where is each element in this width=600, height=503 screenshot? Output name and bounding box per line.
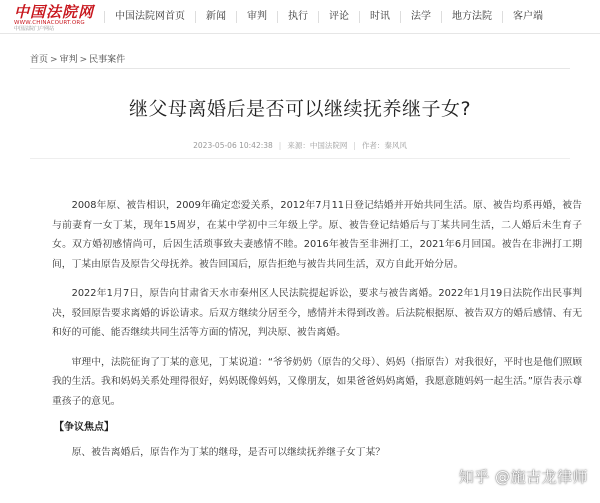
main-nav: [104, 0, 553, 34]
nav-item-client-app[interactable]: 客户端: [502, 11, 553, 23]
nav-item-local-courts[interactable]: 地方法院: [441, 11, 502, 23]
breadcrumb-divider: [30, 68, 570, 69]
section-heading: 【争议焦点】: [54, 422, 114, 433]
zhihu-watermark: 知乎 @施吉龙律师: [458, 468, 588, 486]
nav-item-law-studies[interactable]: 法学: [400, 11, 441, 23]
nav-item-execution[interactable]: 执行: [277, 11, 318, 23]
breadcrumb-trial[interactable]: 审判: [59, 55, 78, 65]
article-meta: [0, 140, 600, 151]
nav-item-commentary[interactable]: 评论: [318, 11, 359, 23]
logo-sub-text: 中国法院门户网站: [14, 26, 55, 32]
meta-divider: [30, 158, 570, 159]
article-body: [52, 196, 582, 462]
meta-separator: |: [278, 141, 282, 150]
breadcrumb-home[interactable]: 首页: [30, 55, 49, 65]
article-paragraph-2: 2022年1月7日，原告向甘肃省天水市秦州区人民法院提起诉讼，要求与被告离婚。2022年1月19日法院作出民事判决，驳回原告要求离婚的诉讼请求。后双方继续分居至今，感情并未得到改善。后法院根据原、被告双方的婚后感情、有无和好的可能、能否继续共同生活等方面的情况，判决原、被告离婚。: [52, 288, 582, 338]
dispute-question: 原、被告离婚后，原告作为丁某的继母，是否可以继续抚养继子女丁某？: [71, 447, 386, 458]
article-paragraph-3: 审理中，法院征询了丁某的意见，丁某说道：“爷爷奶奶（原告的父母）、妈妈（指原告）对我很好，平时也是他们照顾我的生活。我和妈妈关系处理得很好，妈妈既像妈妈，又像朋友，如果爸爸妈妈离婚，我愿意随妈妈一起生活。”原告表示尊重孩子的意见。: [52, 356, 582, 407]
article-paragraph-1: 2008年原、被告相识，2009年确定恋爱关系，2012年7月11日登记结婚并开始共同生活。原、被告均系再婚，被告与前妻育一女丁某，现年15周岁，在某中学初中三年级上学。原、被告登记结婚后与丁某共同生活，二人婚后未生育子女。双方婚初感情尚可，后因生活琐事致夫妻感情不睦。2016年被告至非洲打工，2021年6月回国。被告在非洲打工期间，丁某由原告及原告父母抚养。被告回国后，原告拒绝与被告共同生活，双方自此开始分居。: [52, 200, 582, 270]
breadcrumb: [30, 52, 125, 65]
breadcrumb-separator: >: [79, 55, 88, 65]
nav-item-trial[interactable]: 审判: [236, 11, 277, 23]
nav-item-home[interactable]: 中国法院网首页: [104, 11, 195, 23]
article-datetime: 2023-05-06 10:42:38: [193, 141, 273, 150]
logo-url-text: WWW.CHINACOURT.ORG: [14, 20, 85, 26]
site-header: [0, 0, 600, 34]
nav-item-bulletin[interactable]: 时讯: [359, 11, 400, 23]
article-author: 作者：秦风风: [361, 141, 407, 150]
logo-main-text: 中国法院网: [14, 3, 95, 21]
meta-separator: |: [353, 141, 356, 150]
article-source: 来源：中国法院网: [287, 141, 348, 150]
nav-item-news[interactable]: 新闻: [195, 11, 236, 23]
site-logo[interactable]: [14, 4, 102, 30]
breadcrumb-civil-cases[interactable]: 民事案件: [89, 55, 126, 65]
breadcrumb-separator: >: [50, 55, 58, 65]
article-title: 继父母离婚后是否可以继续抚养继子女?: [128, 98, 472, 120]
